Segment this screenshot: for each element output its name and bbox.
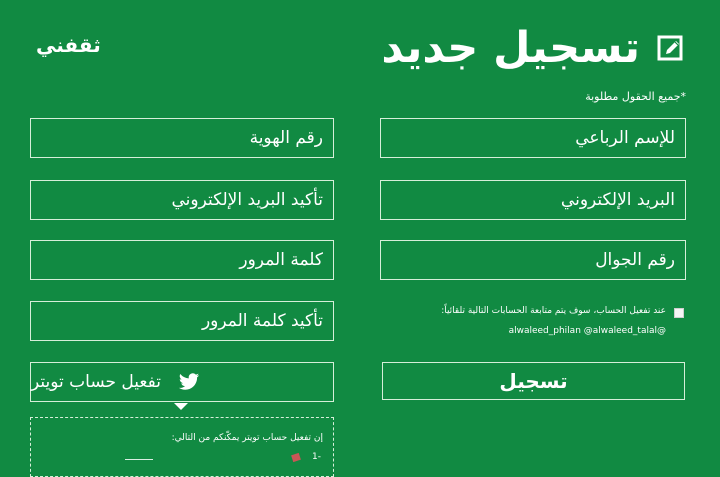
confirm-email-placeholder: تأكيد البريد الإلكتروني: [171, 190, 323, 210]
id-number-field[interactable]: [30, 118, 334, 158]
checkbox-icon[interactable]: [674, 308, 684, 318]
twitter-benefits-item: -1: [312, 451, 321, 462]
follow-accounts-label: عند تفعيل الحساب، سوف يتم متابعة الحسابات التالية تلقائياً:: [441, 306, 666, 316]
page-title: تسجيل جديد: [381, 23, 640, 73]
mobile-field[interactable]: [380, 240, 686, 280]
twitter-benefits-heading: إن تفعيل حساب تويتر يمكّنكم من التالي:: [171, 433, 323, 443]
password-field[interactable]: [30, 240, 334, 280]
activate-twitter-button[interactable]: [30, 362, 334, 402]
password-placeholder: كلمة المرور: [239, 250, 323, 270]
confirm-password-placeholder: تأكيد كلمة المرور: [201, 311, 323, 331]
full-name-placeholder: للإسم الرباعي: [575, 128, 675, 148]
confirm-email-field[interactable]: [30, 180, 334, 220]
follow-accounts-handles: @alwaleed_philan @alwaleed_talal: [508, 326, 666, 337]
twitter-benefits-panel: [30, 417, 334, 477]
page-header: [381, 23, 686, 73]
register-button[interactable]: تسجيل: [382, 362, 685, 400]
email-field[interactable]: [380, 180, 686, 220]
email-placeholder: البريد الإلكتروني: [560, 190, 675, 210]
mobile-placeholder: رقم الجوال: [595, 250, 675, 270]
id-number-placeholder: رقم الهوية: [249, 128, 323, 148]
activate-twitter-button-content: [31, 371, 203, 393]
full-name-field[interactable]: [380, 118, 686, 158]
required-fields-note: *جميع الحقول مطلوبة: [585, 90, 686, 103]
activate-twitter-button-label: تفعيل حساب تويتر: [31, 372, 161, 392]
confirm-password-field[interactable]: [30, 301, 334, 341]
twitter-icon: [175, 371, 203, 393]
brand-logo-text: ثقفني: [36, 33, 101, 57]
edit-icon: [656, 34, 686, 64]
follow-accounts-consent: [404, 305, 684, 337]
chevron-down-icon: [174, 403, 188, 410]
divider-fragment: [125, 459, 153, 460]
